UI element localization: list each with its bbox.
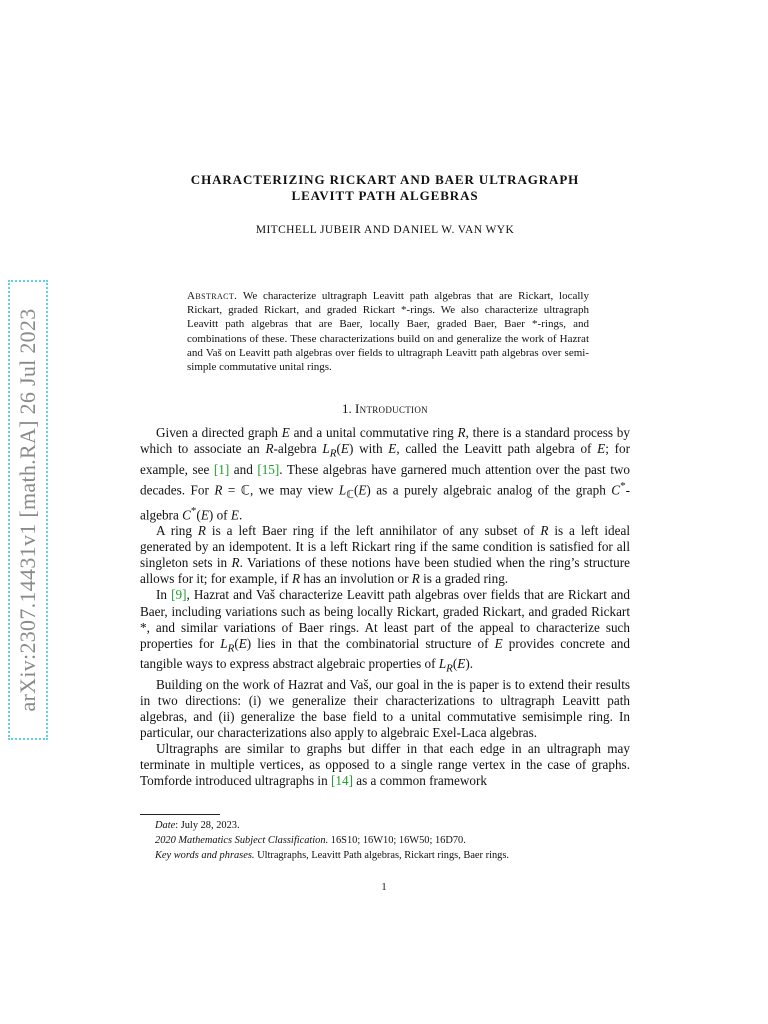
- introduction-body: [140, 425, 630, 789]
- abstract-heading: Abstract.: [187, 290, 238, 302]
- paper-title-line-2: LEAVITT PATH ALGEBRAS: [291, 188, 479, 203]
- footnote-msc: [155, 833, 630, 848]
- abstract-text: We characterize ultragraph Leavitt path algebras that are Rickart, locally Rickart, graded Rickart, and graded Rickart *-rings. We also characterize ultragraph Leavitt path algebras that are Baer, locally Baer, graded Baer, Baer *-rings, and combinations of these. These characterizations build on and generalize the work of Hazrat and Vaš on Leavitt path algebras over fields to ultragraph Leavitt path algebras over semi-simple commutative unital rings.: [187, 290, 589, 374]
- text: . Variations of these notions have been studied when the ring’s structure allows for it; for example, if: [140, 555, 630, 587]
- paragraph-5: [140, 741, 630, 789]
- text: as a common framework: [352, 773, 487, 789]
- text: , Hazrat and Vaš characterize Leavitt path algebras over fields that are Rickart and Baer, including variations such as being locally Rickart, graded Rickart, and graded Rickart *, and similar variations of Baer rings. At least part of the appeal to characterize such properties for: [140, 587, 630, 651]
- paper-authors: MITCHELL JUBEIR AND DANIEL W. VAN WYK: [255, 224, 515, 236]
- paragraph-4: Building on the work of Hazrat and Vaš, our goal in the is paper is to extend their results in two directions: (i) we generalize their characterizations to ultragraph Leavitt path algebras, and (ii) generalize the base field to a unital commutative semisimple ring. In particular, our characterizations also apply to algebraic Exel-Laca algebras.: [140, 677, 630, 741]
- text: . These algebras have garnered much attention over the past two decades. For: [140, 461, 630, 498]
- text: Given a directed graph: [156, 425, 282, 440]
- text: -algebra: [140, 482, 630, 523]
- text: .: [238, 507, 243, 523]
- text: , there is a standard process by which to associate an: [140, 425, 630, 457]
- abstract: [187, 289, 589, 374]
- footnote-value: 16S10; 16W10; 16W50; 16D70.: [328, 835, 466, 847]
- section-heading: [140, 401, 630, 417]
- citation-link[interactable]: [15]: [257, 461, 280, 477]
- text: and: [229, 461, 258, 477]
- text: In: [156, 587, 172, 603]
- citation-link[interactable]: [14]: [330, 773, 353, 789]
- text: has an involution or: [300, 571, 412, 587]
- footnote-keywords: [155, 848, 630, 863]
- footnote-rule: [140, 814, 220, 815]
- footnote-label: Key words and phrases.: [155, 850, 255, 862]
- footnotes: [155, 818, 630, 864]
- footnote-value: Ultragraphs, Leavitt Path algebras, Rickart rings, Baer rings.: [254, 850, 509, 862]
- paragraph-2: A ring R is a left Baer ring if the left annihilator of any subset of R is a left ideal generated by an idempotent. It is a left Rickart ring if the same condition is satisfied for all singleton sets in R. Variations of these notions have been studied when the ring’s structure allows for it; for example, if R has an involution or R is a graded ring.: [140, 523, 630, 587]
- text: ; for example, see: [140, 441, 630, 477]
- text: is a graded ring.: [419, 571, 509, 587]
- text: as a purely algebraic analog of the graph: [370, 482, 612, 498]
- section-number: 1.: [342, 401, 352, 416]
- text: provides concrete and tangible ways to express abstract algebraic properties of: [140, 635, 630, 672]
- citation-link[interactable]: [1]: [213, 461, 230, 477]
- text: A ring: [156, 523, 198, 539]
- page-number: 1: [381, 882, 387, 893]
- footnote-value: : July 28, 2023.: [175, 820, 240, 831]
- arxiv-sidebar-stamp[interactable]: [8, 280, 48, 740]
- text: , we may view: [249, 482, 339, 498]
- text: lies in that the combinatorial structure of: [251, 635, 495, 651]
- footnote-label: Date: [155, 820, 176, 831]
- text: .: [469, 656, 474, 672]
- text: Ultragraphs are similar to graphs but differ in that each edge in an ultragraph may terminate in multiple vertices, as opposed to a single range vertex in the case of graphs. Tomforde introduced ultragraphs in: [140, 741, 630, 789]
- section-title: Introduction: [355, 401, 428, 416]
- text: -algebra: [273, 441, 323, 457]
- citation-link[interactable]: [9]: [171, 587, 187, 603]
- arxiv-identifier[interactable]: arXiv:2307.14431v1 [math.RA] 26 Jul 2023: [15, 308, 40, 712]
- text: , called the Leavitt path algebra of: [396, 441, 598, 457]
- paper-title-line-1: CHARACTERIZING RICKART AND BAER ULTRAGRAPH: [190, 172, 580, 187]
- paragraph-1: Given a directed graph E and a unital commutative ring R, there is a standard process by which to associate an R-algebra $L_R(E)$ with E, called the Leavitt path algebra of E; for example, see [1] and [15]. These algebras have garnered much attention over the past two decades. For R = ℂ, we may view $L_ℂ(E)$ as a purely algebraic analog of the graph C*-algebra C*(E) of E.: [140, 425, 630, 523]
- text: is a left ideal generated by an idempotent. It is a left Rickart ring if the same condition is satisfied for all singleton sets in: [140, 523, 630, 571]
- text: is a left Baer ring if the left annihilator of any subset of: [205, 523, 541, 539]
- text: and a unital commutative ring: [289, 425, 458, 440]
- text: with: [353, 441, 389, 457]
- footnote-date: [155, 818, 630, 833]
- text: of: [213, 507, 231, 523]
- footnote-label: 2020 Mathematics Subject Classification.: [155, 835, 329, 847]
- paragraph-3: In [9], Hazrat and Vaš characterize Leavitt path algebras over fields that are Rickart and Baer, including variations such as being locally Rickart, graded Rickart, and graded Rickart *, and similar variations of Baer rings. At least part of the appeal to characterize such properties for $L_R(E)$ lies in that the combinatorial structure of E provides concrete and tangible ways to express abstract algebraic properties of $L_R(E)$.: [140, 587, 630, 675]
